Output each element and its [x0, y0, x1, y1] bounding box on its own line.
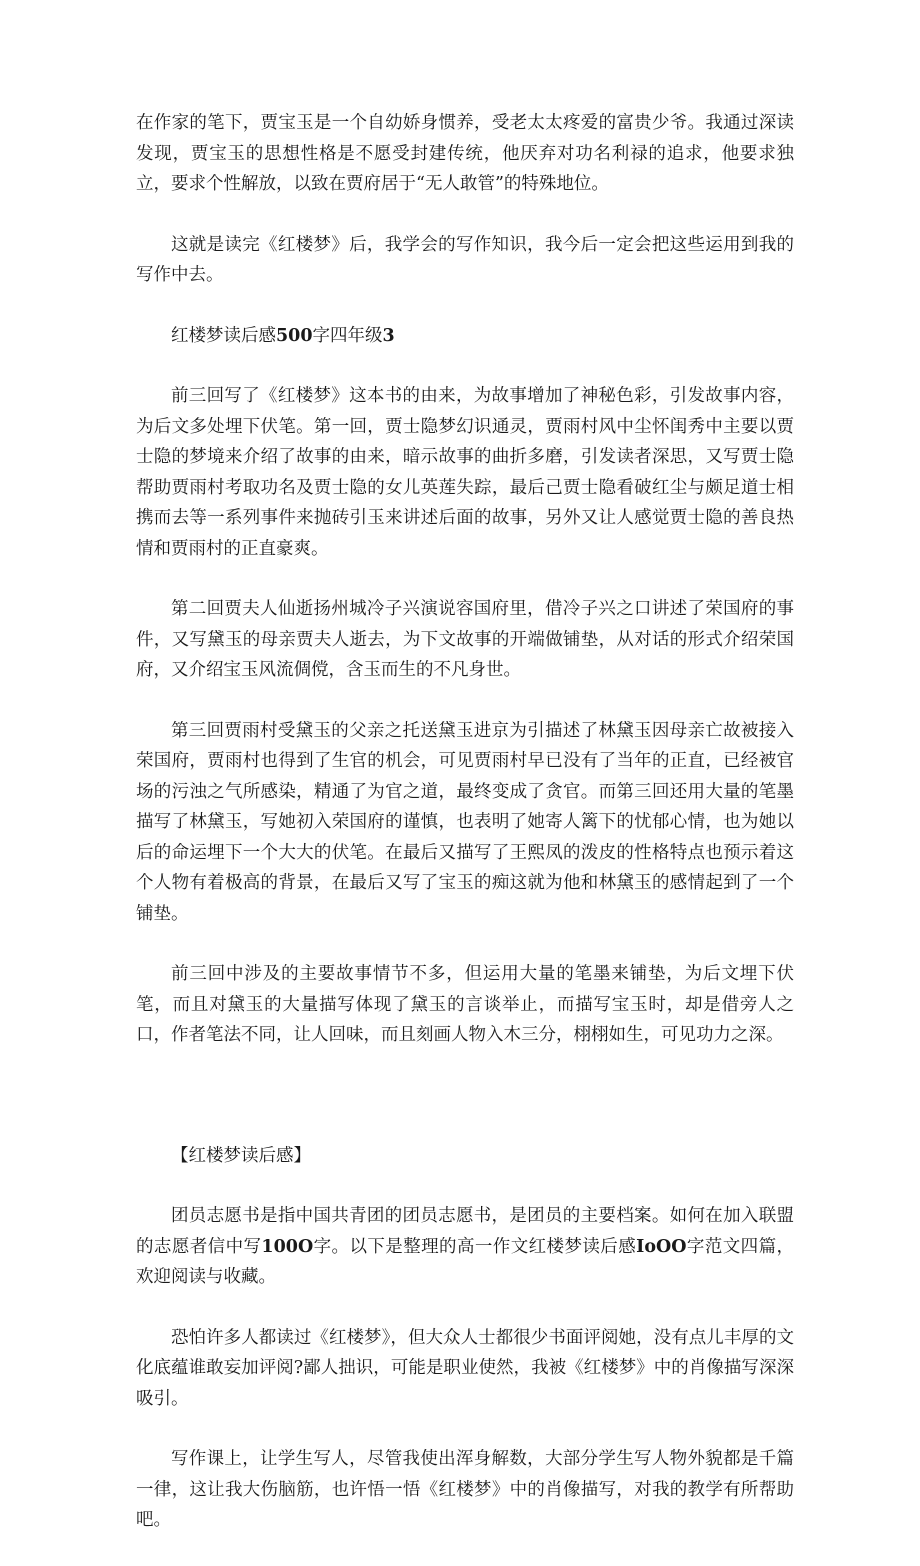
essay-heading-text: 红楼梦读后感 [171, 325, 276, 346]
paragraph-7 [136, 1201, 794, 1293]
essay-heading-suffix: 字四年级 [312, 325, 383, 346]
paragraph-4: 第二回贾夫人仙逝扬州城冷子兴演说容国府里，借冷子兴之口讲述了荣国府的事件，又写黛玉的母亲贾夫人逝去，为下文故事的开端做铺垫，从对话的形式介绍荣国府，又介绍宝玉风流倜傥，含玉而生的不凡身世。 [136, 599, 794, 680]
paragraph-5: 第三回贾雨村受黛玉的父亲之托送黛玉进京为引描述了林黛玉因母亲亡故被接入荣国府，贾雨村也得到了生官的机会，可见贾雨村早已没有了当年的正直，已经被官场的污浊之气所感染，精通了为官之道，最终变成了贪官。而第三回还用大量的笔墨描写了林黛玉，写她初入荣国府的谨慎，也表明了她寄人篱下的忧郁心情，也为她以后的命运埋下一个大大的伏笔。在最后又描写了王熙凤的泼皮的性格特点也预示着这个人物有着极高的背景，在最后又写了宝玉的痴这就为他和林黛玉的感情起到了一个铺垫。 [136, 720, 794, 924]
paragraph-3: 前三回写了《红楼梦》这本书的由来，为故事增加了神秘色彩，引发故事内容，为后文多处埋下伏笔。第一回，贾士隐梦幻识通灵，贾雨村风中尘怀闺秀中主要以贾士隐的梦境来介绍了故事的由来，暗示故事的曲折多磨，引发读者深思，又写贾士隐帮助贾雨村考取功名及贾士隐的女儿英莲失踪，最后己贾士隐看破红尘与颇足道士相携而去等一系列事件来抛砖引玉来讲述后面的故事，另外又让人感觉贾士隐的善良热情和贾雨村的正直豪爽。 [136, 386, 794, 559]
section-spacer [136, 1081, 794, 1141]
section-title: 【红楼梦读后感】 [171, 1145, 311, 1166]
essay-heading-number: 500 [276, 325, 313, 346]
paragraph-7-part-c: 字。以下是整理的高一作文红楼梦读后感 [313, 1236, 637, 1257]
paragraph-9: 写作课上，让学生写人，尽管我使出浑身解数，大部分学生写人物外貌都是千篇一律，这让我大伤脑筋，也许悟一悟《红楼梦》中的肖像描写，对我的教学有所帮助吧。 [136, 1449, 794, 1530]
paragraph-7-part-e: 字范文四篇，欢迎阅读与收藏。 [136, 1236, 795, 1287]
paragraph-2: 这就是读完《红楼梦》后，我学会的写作知识，我今后一定会把这些运用到我的写作中去。 [136, 234, 794, 285]
essay-heading [136, 321, 794, 352]
paragraph-6: 前三回中涉及的主要故事情节不多，但运用大量的笔墨来铺垫，为后文埋下伏笔，而且对黛玉的大量描写体现了黛玉的言谈举止，而描写宝玉时，却是借旁人之口，作者笔法不同，让人回味，而且刻画人物入木三分，栩栩如生，可见功力之深。 [136, 964, 794, 1045]
paragraph-8: 恐怕许多人都读过《红楼梦》，但大众人士都很少书面评阅她，没有点儿丰厚的文化底蕴谁敢妄加评阅?鄙人拙识，可能是职业使然，我被《红楼梦》中的肖像描写深深吸引。 [136, 1327, 794, 1409]
essay-heading-index: 3 [382, 325, 395, 346]
document-body [136, 108, 794, 1566]
paragraph-7-number-b: IoOO [636, 1236, 687, 1257]
paragraph-7-number-a: 100O [261, 1236, 314, 1257]
paragraph-7-part-a: 团员志愿书是指中国共青团的团员志愿书，是团员的主要档案。如何在加入联盟的志愿者信中写 [136, 1206, 794, 1257]
paragraph-1: 在作家的笔下，贾宝玉是一个自幼娇身惯养，受老太太疼爱的富贵少爷。我通过深读发现，贾宝玉的思想性格是不愿受封建传统，他厌弃对功名利禄的追求，他要求独立，要求个性解放，以致在贾府居于“无人敢管”的特殊地位。 [136, 113, 794, 194]
